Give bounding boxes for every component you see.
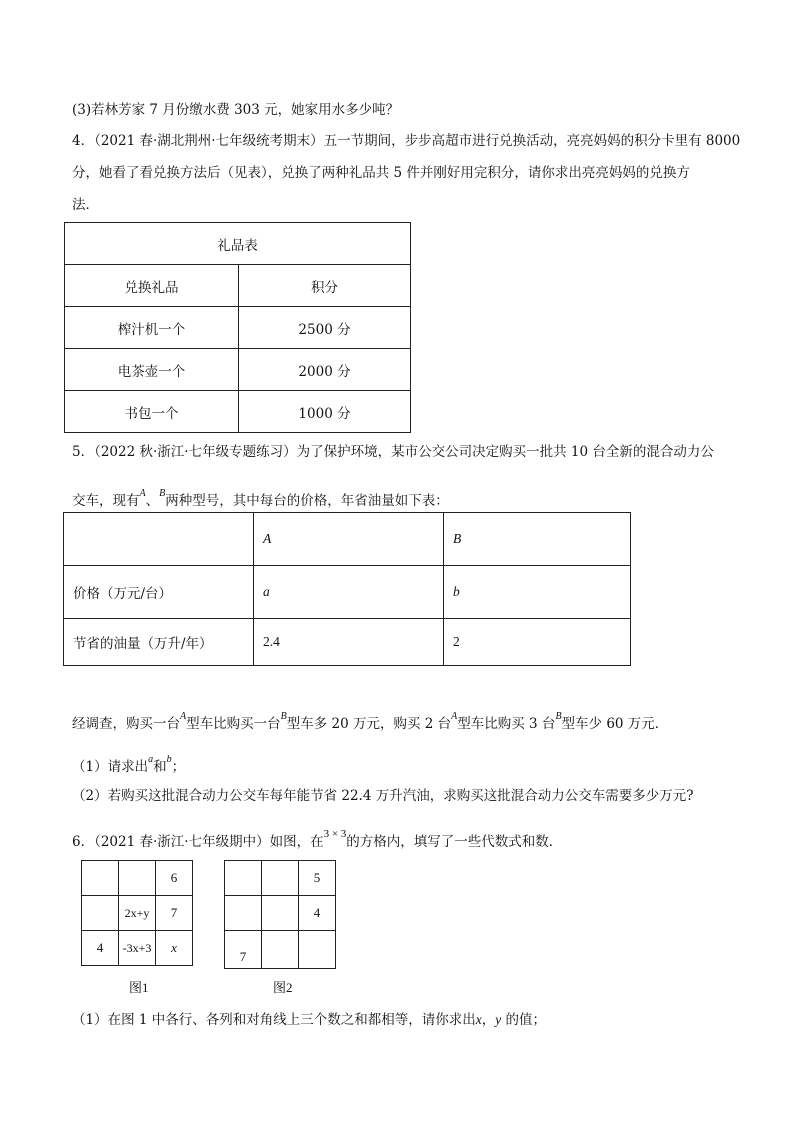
gift-table-cell: 2000 分 [239,349,411,391]
grid-cell [262,861,299,896]
gift-table-header: 兑换礼品 [65,265,239,307]
bus-table-cell: 2.4 [254,619,444,666]
q4-line-3: 法． [72,197,99,213]
figure-1-caption: 图1 [129,980,149,995]
gift-table-title: 礼品表 [65,223,411,265]
grid-cell: 4 [299,896,336,931]
q6-sub-1: （1）在图 1 中各行、各列和对角线上三个数之和都相等，请你求出x，y 的值； [72,1012,547,1028]
grid-cell: 2x+y [119,896,156,931]
bus-table-header: A [254,513,444,566]
grid-cell: 7 [156,896,193,931]
grid-cell [82,896,119,931]
gift-table-cell: 1000 分 [239,391,411,433]
q5-sub-1: （1）请求出$^a$和$^b$； [72,754,186,775]
q4-line-2: 分，她看了看兑换方法后（见表），兑换了两种礼品共 5 件并刚好用完积分，请你求出亮亮妈妈的兑换方 [72,165,690,181]
q5-line-1: 5．（2022 秋·浙江·七年级专题练习）为了保护环境，某市公交公司决定购买一批共 10 台全新的混合动力公 [72,444,714,460]
bus-table-cell: a [254,566,444,619]
grid-cell [262,931,299,969]
q5-survey-text: 经调查，购买一台$^A$型车比购买一台$^B$型车多 20 万元，购买 2 台$^A$型车比购买 3 台$^B$型车少 60 万元． [72,711,669,732]
bus-table-header [64,513,254,566]
gift-table-cell: 2500 分 [239,307,411,349]
bus-table [63,512,631,666]
q5-line-2: 交车，现有$^A$、$^B$两种型号，其中每台的价格，年省油量如下表： [72,488,449,509]
gift-table-cell: 书包一个 [65,391,239,433]
grid-cell: -3x+3 [119,931,156,966]
grid-cell [119,861,156,896]
magic-grid-1 [81,860,193,966]
bus-table-cell: 节省的油量（万升/年） [64,619,254,666]
grid-cell [82,861,119,896]
grid-cell [262,896,299,931]
grid-cell [299,931,336,969]
bus-table-cell: b [444,566,631,619]
gift-table-cell: 电茶壶一个 [65,349,239,391]
grid-cell: 7 [225,931,262,969]
grid-cell: x [156,931,193,966]
q3-text: (3)若林芳家 7 月份缴水费 303 元，她家用水多少吨？ [72,102,400,118]
grid-cell [225,896,262,931]
grid-cell: 4 [82,931,119,966]
grid-cell: 6 [156,861,193,896]
q5-sub-2: （2）若购买这批混合动力公交车每年能节省 22.4 万升汽油，求购买这批混合动力公交车需要多少万元? [72,788,694,804]
q4-line-1: 4．（2021 春·湖北荆州·七年级统考期末）五一节期间，步步高超市进行兑换活动，亮亮妈妈的积分卡里有 8000 [72,133,741,149]
figure-2-caption: 图2 [273,980,293,995]
bus-table-header: B [444,513,631,566]
grid-cell [225,861,262,896]
magic-grid-2 [224,860,336,969]
gift-table-header: 积分 [239,265,411,307]
bus-table-cell: 2 [444,619,631,666]
bus-table-cell: 价格（万元/台） [64,566,254,619]
gift-table [64,222,411,433]
q6-line-1: 6．（2021 春·浙江·七年级期中）如图，在$^{3 \times 3}$的方格内，填写了一些代数式和数． [72,828,563,850]
grid-cell: 5 [299,861,336,896]
gift-table-cell: 榨汁机一个 [65,307,239,349]
